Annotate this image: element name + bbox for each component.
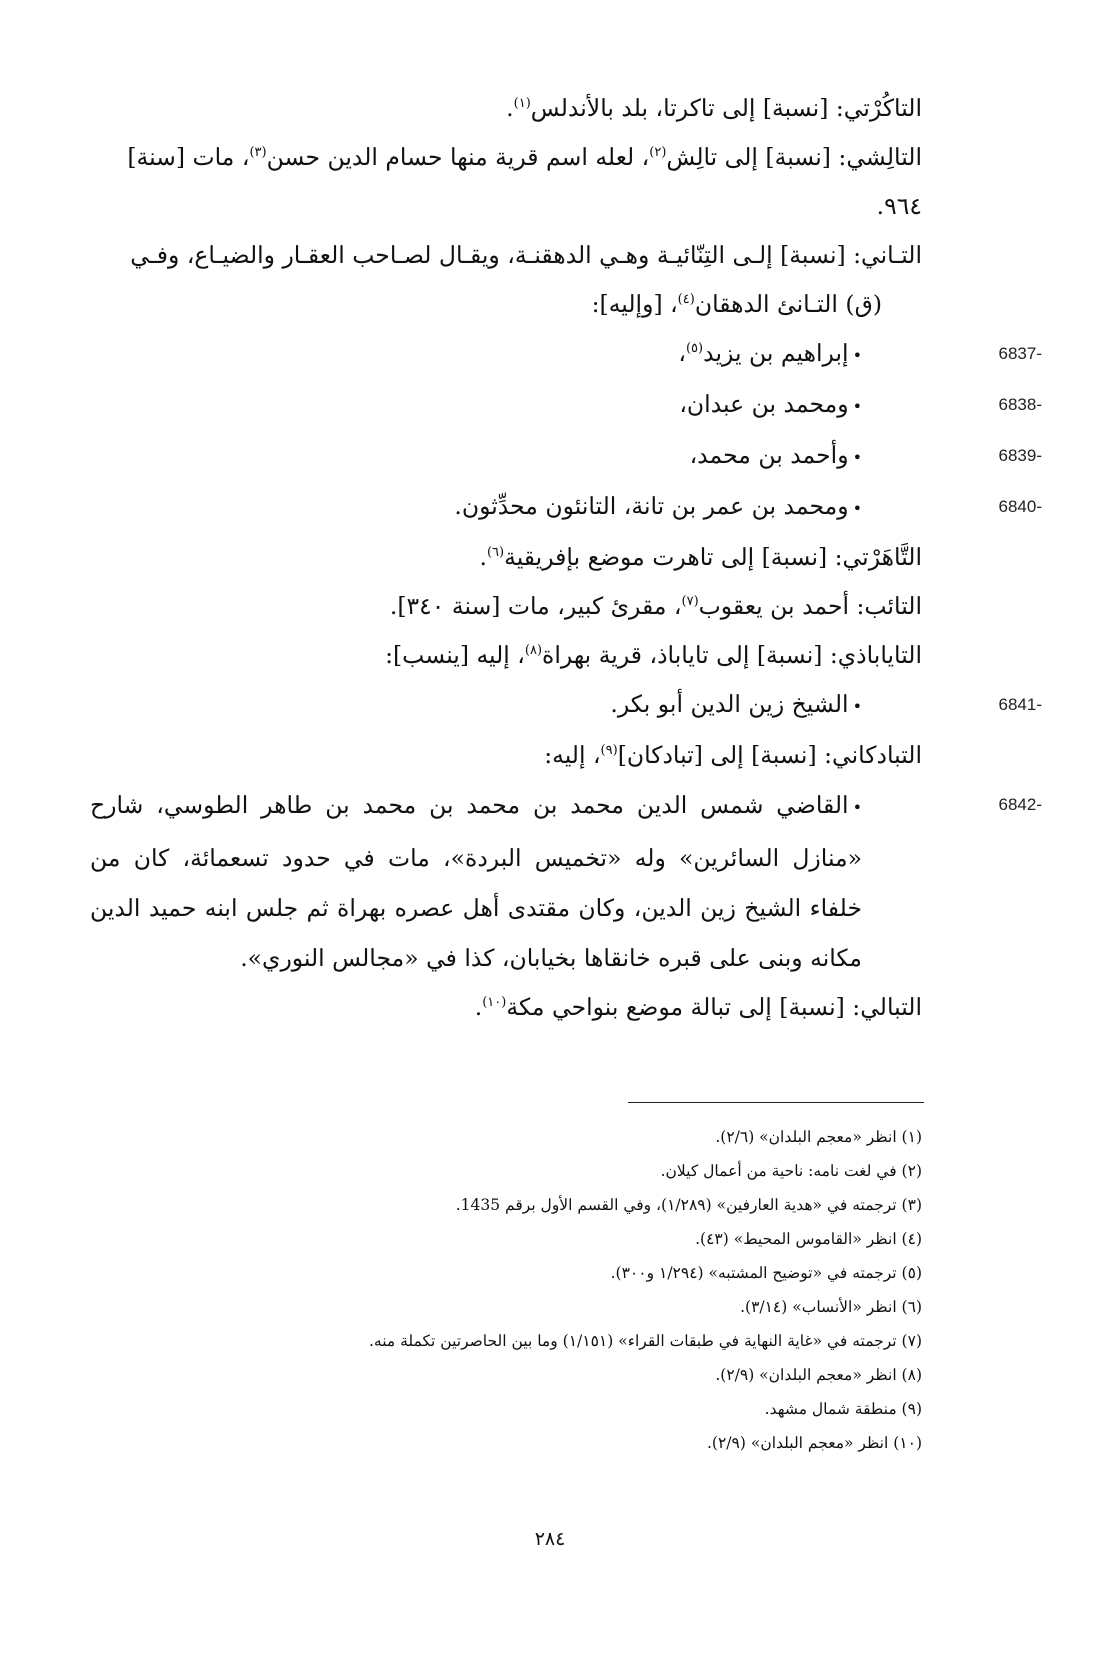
footnote-5: (٥) ترجمته في «توضيح المشتبه» (١/٢٩٤ و٣٠٠). xyxy=(610,1264,922,1282)
entry-number: 6840- xyxy=(998,497,1042,516)
footnote-7: (٧) ترجمته في «غاية النهاية في طبقات القراء» (١/١٥١) وما بين الحاصرتين تكملة منه. xyxy=(368,1332,922,1350)
entry-tabali: التبالي: [نسبة] إلى تبالة موضع بنواحي مكة$^{(١٠)}$. xyxy=(474,993,922,1021)
bullet-icon: • xyxy=(852,448,862,467)
main-text xyxy=(90,84,1042,1032)
footnote-ref: (١) xyxy=(513,96,531,112)
footnote-10: (١٠) انظر «معجم البلدان» (٢/٩). xyxy=(707,1434,922,1452)
page-number: ٢٨٤ xyxy=(534,1528,566,1550)
footnote-divider xyxy=(628,1102,924,1103)
footnote-6: (٦) انظر «الأنساب» (٣/١٤). xyxy=(740,1298,922,1316)
entry-number: 6842- xyxy=(998,795,1042,814)
footnote-ref: (٢) xyxy=(649,145,667,161)
person-6842: 6842- •القاضي شمس الدين محمد بن محمد بن محمد بن طاهر الطوسي، شارح «منازل السائرين» وله «تخميس البردة»، مات في حدود تسعمائة، كان من خلفاء الشيخ زين الدين، وكان مقتدى أهل عصره بهراة ثم جلس ابنه حميد الدين مكانه وبنى على قبره خانقاها بخيابان، كذا في «مجالس النوري». xyxy=(90,780,922,983)
footnotes xyxy=(90,1120,922,1460)
footnote-1: (١) انظر «معجم البلدان» (٢/٦). xyxy=(715,1128,922,1146)
bullet-icon: • xyxy=(852,798,862,817)
footnote-ref: (٧) xyxy=(681,594,699,610)
entry-tabadkani: التبادكاني: [نسبة] إلى [تبادكان]$^{(٩)}$، إليه: xyxy=(544,741,922,769)
footnote-9: (٩) منطقة شمال مشهد. xyxy=(764,1400,922,1418)
entry-talishi: التالِشي: [نسبة] إلى تالِش$^{(٢)}$، لعله اسم قرية منها حسام الدين حسن$^{(٣)}$، مات [سنة] ٩٦٤. xyxy=(127,143,922,220)
person-6839: 6839- •وأحمد بن محمد، xyxy=(90,431,922,482)
bullet-icon: • xyxy=(852,397,862,416)
entry-taib: التائب: أحمد بن يعقوب$^{(٧)}$، مقرئ كبير، مات [سنة ٣٤٠]. xyxy=(389,592,922,620)
bullet-icon: • xyxy=(852,499,862,518)
footnote-ref: (٦) xyxy=(486,545,505,561)
entry-tani: التـاني: [نسبة] إلـى التِنّائيـة وهـي الدهقنـة، ويقـال لصـاحب العقـار والضيـاع، وفـي (ق) التـانئ الدهقان$^{(٤)}$، [وإليه]: xyxy=(130,241,922,318)
footnote-8: (٨) انظر «معجم البلدان» (٢/٩). xyxy=(715,1366,922,1384)
footnote-ref: (٥) xyxy=(685,341,704,357)
entry-number: 6838- xyxy=(998,395,1042,414)
entry-number: 6839- xyxy=(998,446,1042,465)
entry-takurti: التاكُرْتي: [نسبة] إلى تاكرتا، بلد بالأندلس$^{(١)}$. xyxy=(506,94,922,122)
footnote-4: (٤) انظر «القاموس المحيط» (٤٣). xyxy=(695,1230,922,1248)
footnote-ref: (٩) xyxy=(600,743,618,759)
footnote-2: (٢) في لغت نامه: ناحية من أعمال كيلان. xyxy=(660,1162,922,1180)
footnote-ref: (٤) xyxy=(677,292,695,308)
person-6840: 6840- •ومحمد بن عمر بن تانة، التانئون محدِّثون. xyxy=(90,482,922,533)
footnote-ref: (١٠) xyxy=(482,995,507,1011)
footnote-3: (٣) ترجمته في «هدية العارفين» (١/٢٨٩)، وفي القسم الأول برقم 1435. xyxy=(455,1196,922,1214)
person-6841: 6841- •الشيخ زين الدين أبو بكر. xyxy=(90,680,922,731)
footnote-ref: (٨) xyxy=(524,643,543,659)
footnote-ref: (٣) xyxy=(249,145,267,161)
person-6838: 6838- •ومحمد بن عبدان، xyxy=(90,380,922,431)
entry-number: 6837- xyxy=(998,344,1042,363)
entry-taherti: التَّاهَرْتي: [نسبة] إلى تاهرت موضع بإفريقية$^{(٦)}$. xyxy=(479,543,922,571)
entry-tayabadhi: التاياباذي: [نسبة] إلى تاياباذ، قرية بهراة$^{(٨)}$، إليه [ينسب]: xyxy=(385,641,922,669)
entry-number: 6841- xyxy=(998,695,1042,714)
bullet-icon: • xyxy=(852,697,862,716)
person-6837: 6837- •إبراهيم بن يزيد$^{(٥)}$، xyxy=(90,329,922,380)
bullet-icon: • xyxy=(852,346,862,365)
